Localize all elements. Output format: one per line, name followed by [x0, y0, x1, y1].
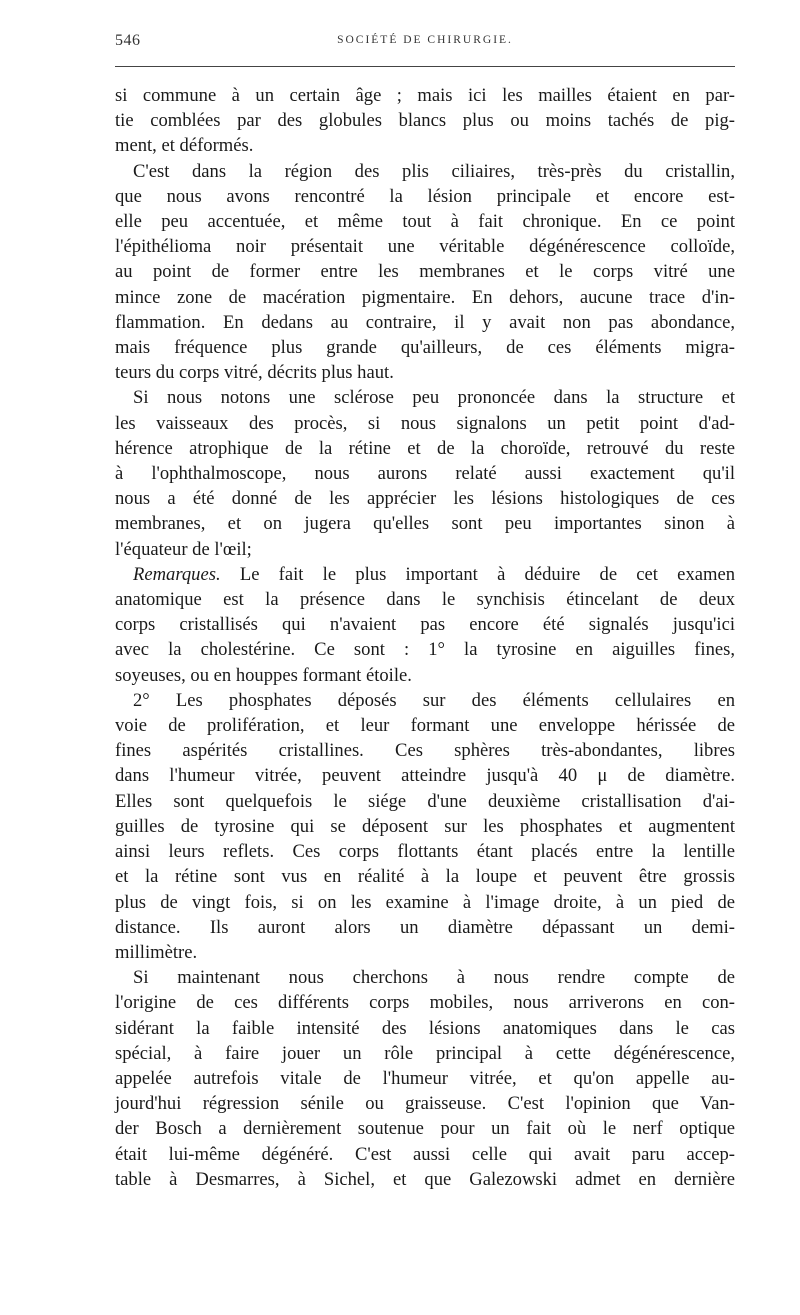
remarks-heading: Remarques. — [133, 563, 221, 585]
text-line: l'épithélioma noir présentait une véritable dégénérescence colloïde, — [115, 236, 735, 258]
text-line: teurs du corps vitré, décrits plus haut. — [115, 362, 394, 384]
text-line: était lui-même dégénéré. C'est aussi celle qui avait paru accep- — [115, 1143, 735, 1165]
text-line: mais fréquence plus grande qu'ailleurs, de ces éléments migra- — [115, 337, 735, 359]
text-line: membranes, et on jugera qu'elles sont peu importantes sinon à — [115, 513, 735, 535]
paragraph — [115, 688, 735, 965]
text-line: elle peu accentuée, et même tout à fait chronique. En ce point — [115, 211, 735, 233]
paragraph — [115, 83, 735, 159]
text-line: distance. Ils auront alors un diamètre dépassant un demi- — [115, 916, 735, 938]
paragraph — [115, 159, 735, 386]
body-text — [115, 83, 735, 1192]
text-line: ment, et déformés. — [115, 135, 254, 157]
text-line: Si nous notons une sclérose peu prononcée dans la structure et — [133, 387, 735, 409]
text-line: fines aspérités cristallines. Ces sphères très-abondantes, libres — [115, 740, 735, 762]
text-fragment: Le fait le plus important à déduire de cet examen — [220, 563, 735, 585]
text-line: plus de vingt fois, si on les examine à l'image droite, à un pied de — [115, 891, 735, 913]
text-line: ainsi leurs reflets. Ces corps flottants étant placés entre la lentille — [115, 841, 735, 863]
text-line: l'équateur de l'œil; — [115, 538, 252, 560]
text-line: appelée autrefois vitale de l'humeur vitrée, et qu'on appelle au- — [115, 1067, 735, 1089]
text-line: avec la cholestérine. Ce sont : 1° la tyrosine en aiguilles fines, — [115, 639, 735, 661]
text-line: soyeuses, ou en houppes formant étoile. — [115, 664, 412, 686]
text-line: sidérant la faible intensité des lésions anatomiques dans le cas — [115, 1017, 735, 1039]
text-line: nous a été donné de les apprécier les lésions histologiques de ces — [115, 488, 735, 510]
paragraph — [115, 385, 735, 561]
text-line: Elles sont quelquefois le siége d'une deuxième cristallisation d'ai- — [115, 790, 735, 812]
text-line: hérence atrophique de la rétine et de la choroïde, retrouvé du reste — [115, 437, 735, 459]
text-line: Si maintenant nous cherchons à nous rendre compte de — [133, 967, 735, 989]
page-number: 546 — [115, 32, 141, 49]
text-line: C'est dans la région des plis ciliaires, très-près du cristallin, — [133, 160, 735, 182]
text-line: tie comblées par des globules blancs plus ou moins tachés de pig- — [115, 110, 735, 132]
text-line: millimètre. — [115, 941, 198, 963]
text-line: anatomique est la présence dans le synchisis étincelant de deux — [115, 589, 735, 611]
paragraph — [115, 562, 735, 688]
text-line: les vaisseaux des procès, si nous signalons un petit point d'ad- — [115, 412, 735, 434]
text-line: dans l'humeur vitrée, peuvent atteindre jusqu'à 40 μ de diamètre. — [115, 765, 735, 787]
text-line: 2° Les phosphates déposés sur des éléments cellulaires en — [133, 689, 735, 711]
text-line: au point de former entre les membranes et le corps vitré une — [115, 261, 735, 283]
text-line — [115, 562, 735, 587]
text-line: à l'ophthalmoscope, nous aurons relaté aussi exactement qu'il — [115, 463, 735, 485]
running-title: SOCIÉTÉ DE CHIRURGIE. — [337, 34, 513, 46]
header-rule — [115, 66, 735, 67]
text-line: voie de prolifération, et leur formant une enveloppe hérissée de — [115, 715, 735, 737]
text-line: jourd'hui régression sénile ou graisseuse. C'est l'opinion que Van- — [115, 1093, 735, 1115]
text-line: flammation. En dedans au contraire, il y avait non pas abondance, — [115, 311, 735, 333]
running-head — [115, 28, 735, 56]
text-line: et la rétine sont vus en réalité à la loupe et peuvent être grossis — [115, 866, 735, 888]
paragraph — [115, 965, 735, 1192]
text-line: der Bosch a dernièrement soutenue pour un fait où le nerf optique — [115, 1118, 735, 1140]
page — [115, 28, 735, 1190]
text-line: corps cristallisés qui n'avaient pas encore été signalés jusqu'ici — [115, 614, 735, 636]
text-line: si commune à un certain âge ; mais ici les mailles étaient en par- — [115, 85, 735, 106]
text-line: que nous avons rencontré la lésion principale et encore est- — [115, 185, 735, 207]
text-line: l'origine de ces différents corps mobiles, nous arriverons en con- — [115, 992, 735, 1014]
text-line: spécial, à faire jouer un rôle principal à cette dégénérescence, — [115, 1042, 735, 1064]
text-line: mince zone de macération pigmentaire. En dehors, aucune trace d'in- — [115, 286, 735, 308]
text-line: guilles de tyrosine qui se déposent sur les phosphates et augmentent — [115, 815, 735, 837]
text-line: table à Desmarres, à Sichel, et que Galezowski admet en dernière — [115, 1168, 735, 1190]
